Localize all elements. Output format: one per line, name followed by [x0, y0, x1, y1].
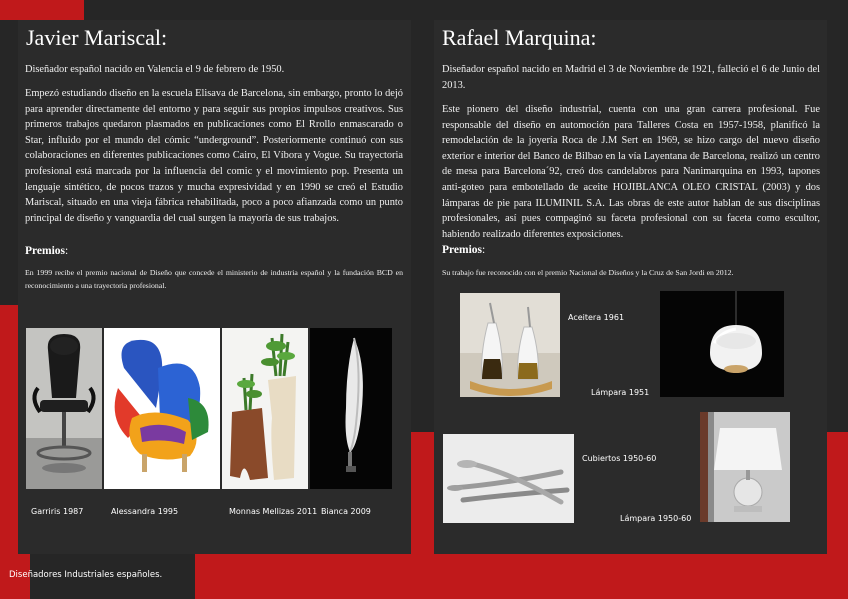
- right-intro: Diseñador español nacido en Madrid el 3 de Noviembre de 1921, falleció el 6 de Junio del 2013.: [442, 64, 820, 91]
- lampara-1951-photo: [660, 291, 784, 397]
- right-panel: [434, 20, 827, 554]
- right-title: Rafael Marquina:: [442, 25, 597, 50]
- monnas-mellizas-photo: [222, 328, 308, 489]
- alessandra-armchair-photo: [104, 328, 220, 489]
- garriris-chair-drawing: [26, 328, 102, 489]
- footer-text: Diseñadores Industriales españoles.: [9, 570, 163, 580]
- cubiertos-drawing: [443, 434, 574, 523]
- caption-lampara-1950-60: Lámpara 1950-60: [620, 514, 692, 523]
- caption-cubiertos: Cubiertos 1950-60: [582, 454, 657, 463]
- monnas-mellizas-drawing: [222, 328, 308, 489]
- cubiertos-photo: [443, 434, 574, 523]
- caption-aceitera: Aceitera 1961: [568, 313, 625, 322]
- aceitera-photo: [460, 293, 560, 397]
- caption-lampara-1951: Lámpara 1951: [591, 388, 650, 397]
- alessandra-armchair-drawing: [104, 328, 220, 489]
- red-block-top-left: [0, 0, 84, 20]
- right-premios-text: Su trabajo fue reconocido con el premio Nacional de Diseños y la Cruz de San Jordi en 2012.: [442, 268, 734, 277]
- garriris-chair-photo: [26, 328, 102, 489]
- caption-alessandra: Alessandra 1995: [111, 507, 179, 516]
- left-bio: Empezó estudiando diseño en la escuela Elisava de Barcelona, sin embargo, pronto lo dejó para aprender directamente del entorno y para seguir sus propios impulsos creativos. Sus primeros trabajos quedaron plasmados en publicaciones como El Rrollo enmascarado o Star, influido por el mundo del cómic “underground”. Posteriormente continuó con sus colaboraciones en diferentes publicaciones como Cairo, El Víbora y Vogue. Su trayectoria profesional está marcada por la influencia del comic y el movimiento pop. Presenta un lenguaje sintético, de pocos trazos y mucha expresividad y en 1990 se creó el Estudio Mariscal, situado en una vieja fábrica rehabilitada, poco a poco afianzada como un punto principal de diseño y vanguardia del cual surgen la mayoría de sus trabajos.: [25, 88, 403, 224]
- left-intro: Diseñador español nacido en Valencia el 9 de febrero de 1950.: [25, 64, 285, 75]
- left-premios-text: En 1999 recibe el premio nacional de Diseño que concede el ministerio de industria español y la fundación BCD en reconocimiento a una trayectoria profesional.: [25, 268, 403, 290]
- right-premios-label: Premios: [442, 244, 483, 256]
- right-bio: Este pionero del diseño industrial, cuenta con una gran carrera profesional. Fue responsable del diseño en automoción para Talleres Costa en 1957-1958, planificó la remodelación de la joyería Roca de J.M Sert en 1969, se hizo cargo del nuevo diseño exterior e interior del Banco de Bilbao en la vía Layentana de Barcelona, realizó un centro de mesa para Barcelona´92, creó dos candelabros para Nanimarquina en 1993, tapones anti-goteo para embotellado de aceite HOJIBLANCA OLEO CRISTAL (2003) y dos lámparas de pie para ILUMINIL S.A. Las obras de este autor hablan de sus disciplinas profesionales, así pues compaginó su faceta profesional con su faceta como escultor, habiendo realizado diferentes exposiciones.: [442, 104, 820, 240]
- left-title: Javier Mariscal:: [26, 25, 168, 50]
- left-premios-label: Premios: [25, 245, 66, 257]
- right-premios-heading: Premios:: [442, 244, 486, 256]
- left-premios-heading: Premios:: [25, 245, 69, 257]
- bianca-lamp-photo: [310, 328, 392, 489]
- caption-bianca: Bianca 2009: [321, 507, 371, 516]
- caption-garriris: Garriris 1987: [31, 507, 84, 516]
- lampara-1950-60-photo: [700, 412, 790, 522]
- left-panel: [18, 20, 411, 554]
- lampara-1951-drawing: [660, 291, 784, 397]
- aceitera-drawing: [460, 293, 560, 397]
- bianca-lamp-drawing: [310, 328, 392, 489]
- lampara-1950-60-drawing: [700, 412, 790, 522]
- caption-monnas-mellizas: Monnas Mellizas 2011: [229, 507, 318, 516]
